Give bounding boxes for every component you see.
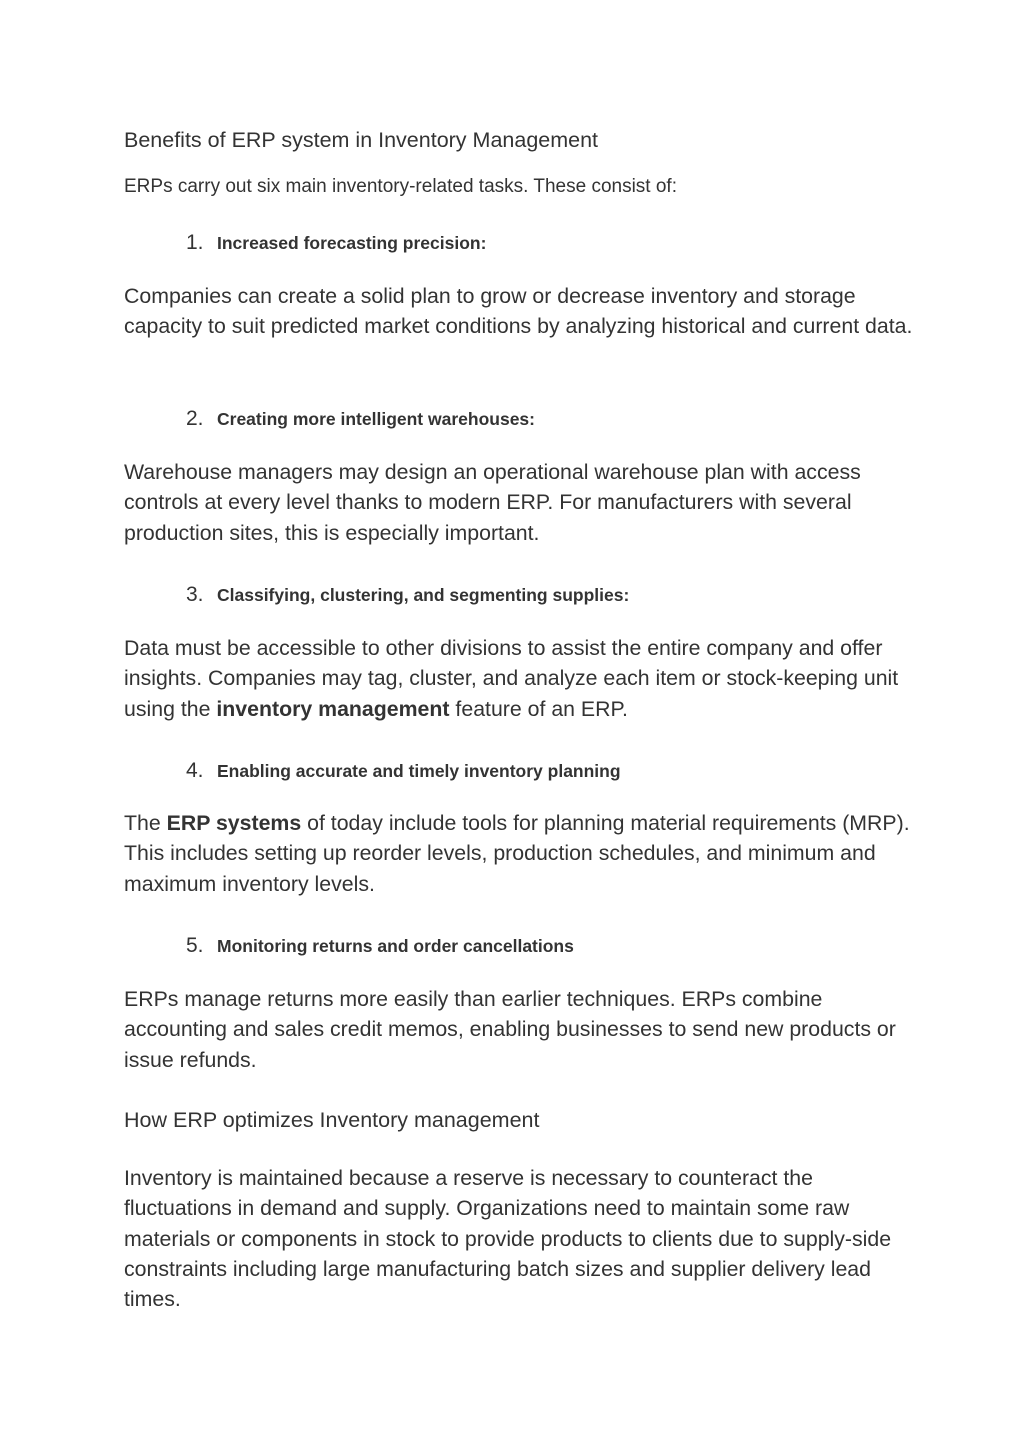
bold-term: ERP systems <box>166 811 302 835</box>
list-item-heading <box>186 580 629 612</box>
section-body: Inventory is maintained because a reserve is necessary to counteract the fluctuations in demand and supply. Organizations need to maintain some raw materials or components in stock to provide products to clients due to supply-side constraints including large manufacturing batch sizes and supplier delivery lead times. <box>124 1166 892 1312</box>
list-item-heading <box>186 228 486 260</box>
list-item-body: ERPs manage returns more easily than earlier techniques. ERPs combine accounting and sales credit memos, enabling businesses to send new products or issue refunds. <box>124 987 896 1072</box>
body-text: of today include tools for planning material requirements (MRP). This includes setting up reorder levels, production schedules, and minimum and maximum inventory levels. <box>124 811 910 896</box>
list-item-number: 2. <box>186 407 204 430</box>
list-item-label: Increased forecasting precision: <box>217 233 487 253</box>
bold-term: inventory management <box>216 696 450 721</box>
list-item-label: Creating more intelligent warehouses: <box>217 409 535 429</box>
body-text: Data must be accessible to other divisions to assist the entire company and offer insights. Companies may tag, cluster, and analyze each item or stock-keeping unit using the <box>124 636 899 721</box>
list-item-label: Classifying, clustering, and segmenting supplies: <box>217 585 630 605</box>
list-item-number: 5. <box>186 934 204 957</box>
intro-text: ERPs carry out six main inventory-related tasks. These consist of: <box>124 176 677 197</box>
list-item-heading <box>186 756 621 788</box>
list-item-body: Companies can create a solid plan to grow or decrease inventory and storage capacity to suit predicted market conditions by analyzing historical and current data. <box>124 284 913 339</box>
list-item-heading <box>186 404 535 436</box>
list-item-number: 4. <box>186 759 204 782</box>
body-text: The <box>124 811 167 835</box>
body-text: feature of an ERP. <box>449 696 628 721</box>
section-heading: How ERP optimizes Inventory management <box>124 1108 540 1132</box>
list-item-heading <box>186 931 574 963</box>
list-item-body <box>124 633 914 724</box>
list-item-number: 3. <box>186 583 204 606</box>
list-item-body <box>124 808 914 899</box>
list-item-label: Monitoring returns and order cancellations <box>217 936 574 956</box>
list-item-label: Enabling accurate and timely inventory planning <box>217 761 621 781</box>
list-item-number: 1. <box>186 231 204 254</box>
list-item-body: Warehouse managers may design an operational warehouse plan with access controls at every level thanks to modern ERP. For manufacturers with several production sites, this is especially important. <box>124 460 861 545</box>
document-title: Benefits of ERP system in Inventory Management <box>124 128 599 152</box>
